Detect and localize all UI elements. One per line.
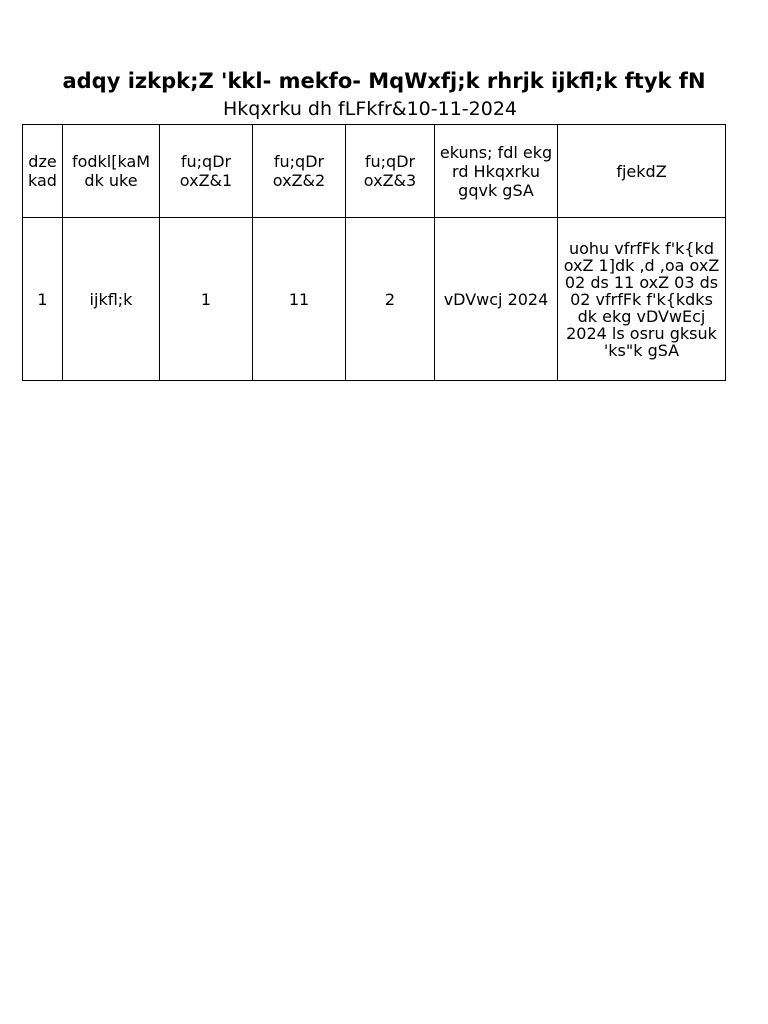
cell-person-cat3: 2 (346, 218, 435, 381)
cell-school-name: ijkfl;k (63, 218, 160, 381)
header-person-cat3: fu;qDr oxZ&3 (346, 125, 435, 218)
header-person-cat1: fu;qDr oxZ&1 (160, 125, 253, 218)
header-school-name: fodkl[kaM dk uke (63, 125, 160, 218)
document-title: adqy izkpk;Z 'kkl- mekfo- MqWxfj;k rhrjk ijkfl;k ftyk fN (62, 69, 706, 93)
header-serial: dze kad (23, 125, 63, 218)
cell-person-cat2: 11 (253, 218, 346, 381)
header-remarks: fjekdZ (558, 125, 726, 218)
payment-status-table (22, 124, 726, 381)
cell-person-cat1: 1 (160, 218, 253, 381)
cell-serial: 1 (23, 218, 63, 381)
document-subtitle: Hkqxrku dh fLFkfr&10-11-2024 (223, 98, 517, 120)
cell-paid-till: vDVwcj 2024 (435, 218, 558, 381)
cell-remarks: uohu vfrfFk f'k{kd oxZ 1]dk ,d ,oa oxZ 02 ds 11 oxZ 03 ds 02 vfrfFk f'k{kdks dk ekg vDVwEcj 2024 ls osru gksuk 'ks"k gSA (558, 218, 726, 381)
table-header-row (23, 125, 726, 218)
table-row (23, 218, 726, 381)
header-person-cat2: fu;qDr oxZ&2 (253, 125, 346, 218)
header-paid-till: ekuns; fdl ekg rd Hkqxrku gqvk gSA (435, 125, 558, 218)
